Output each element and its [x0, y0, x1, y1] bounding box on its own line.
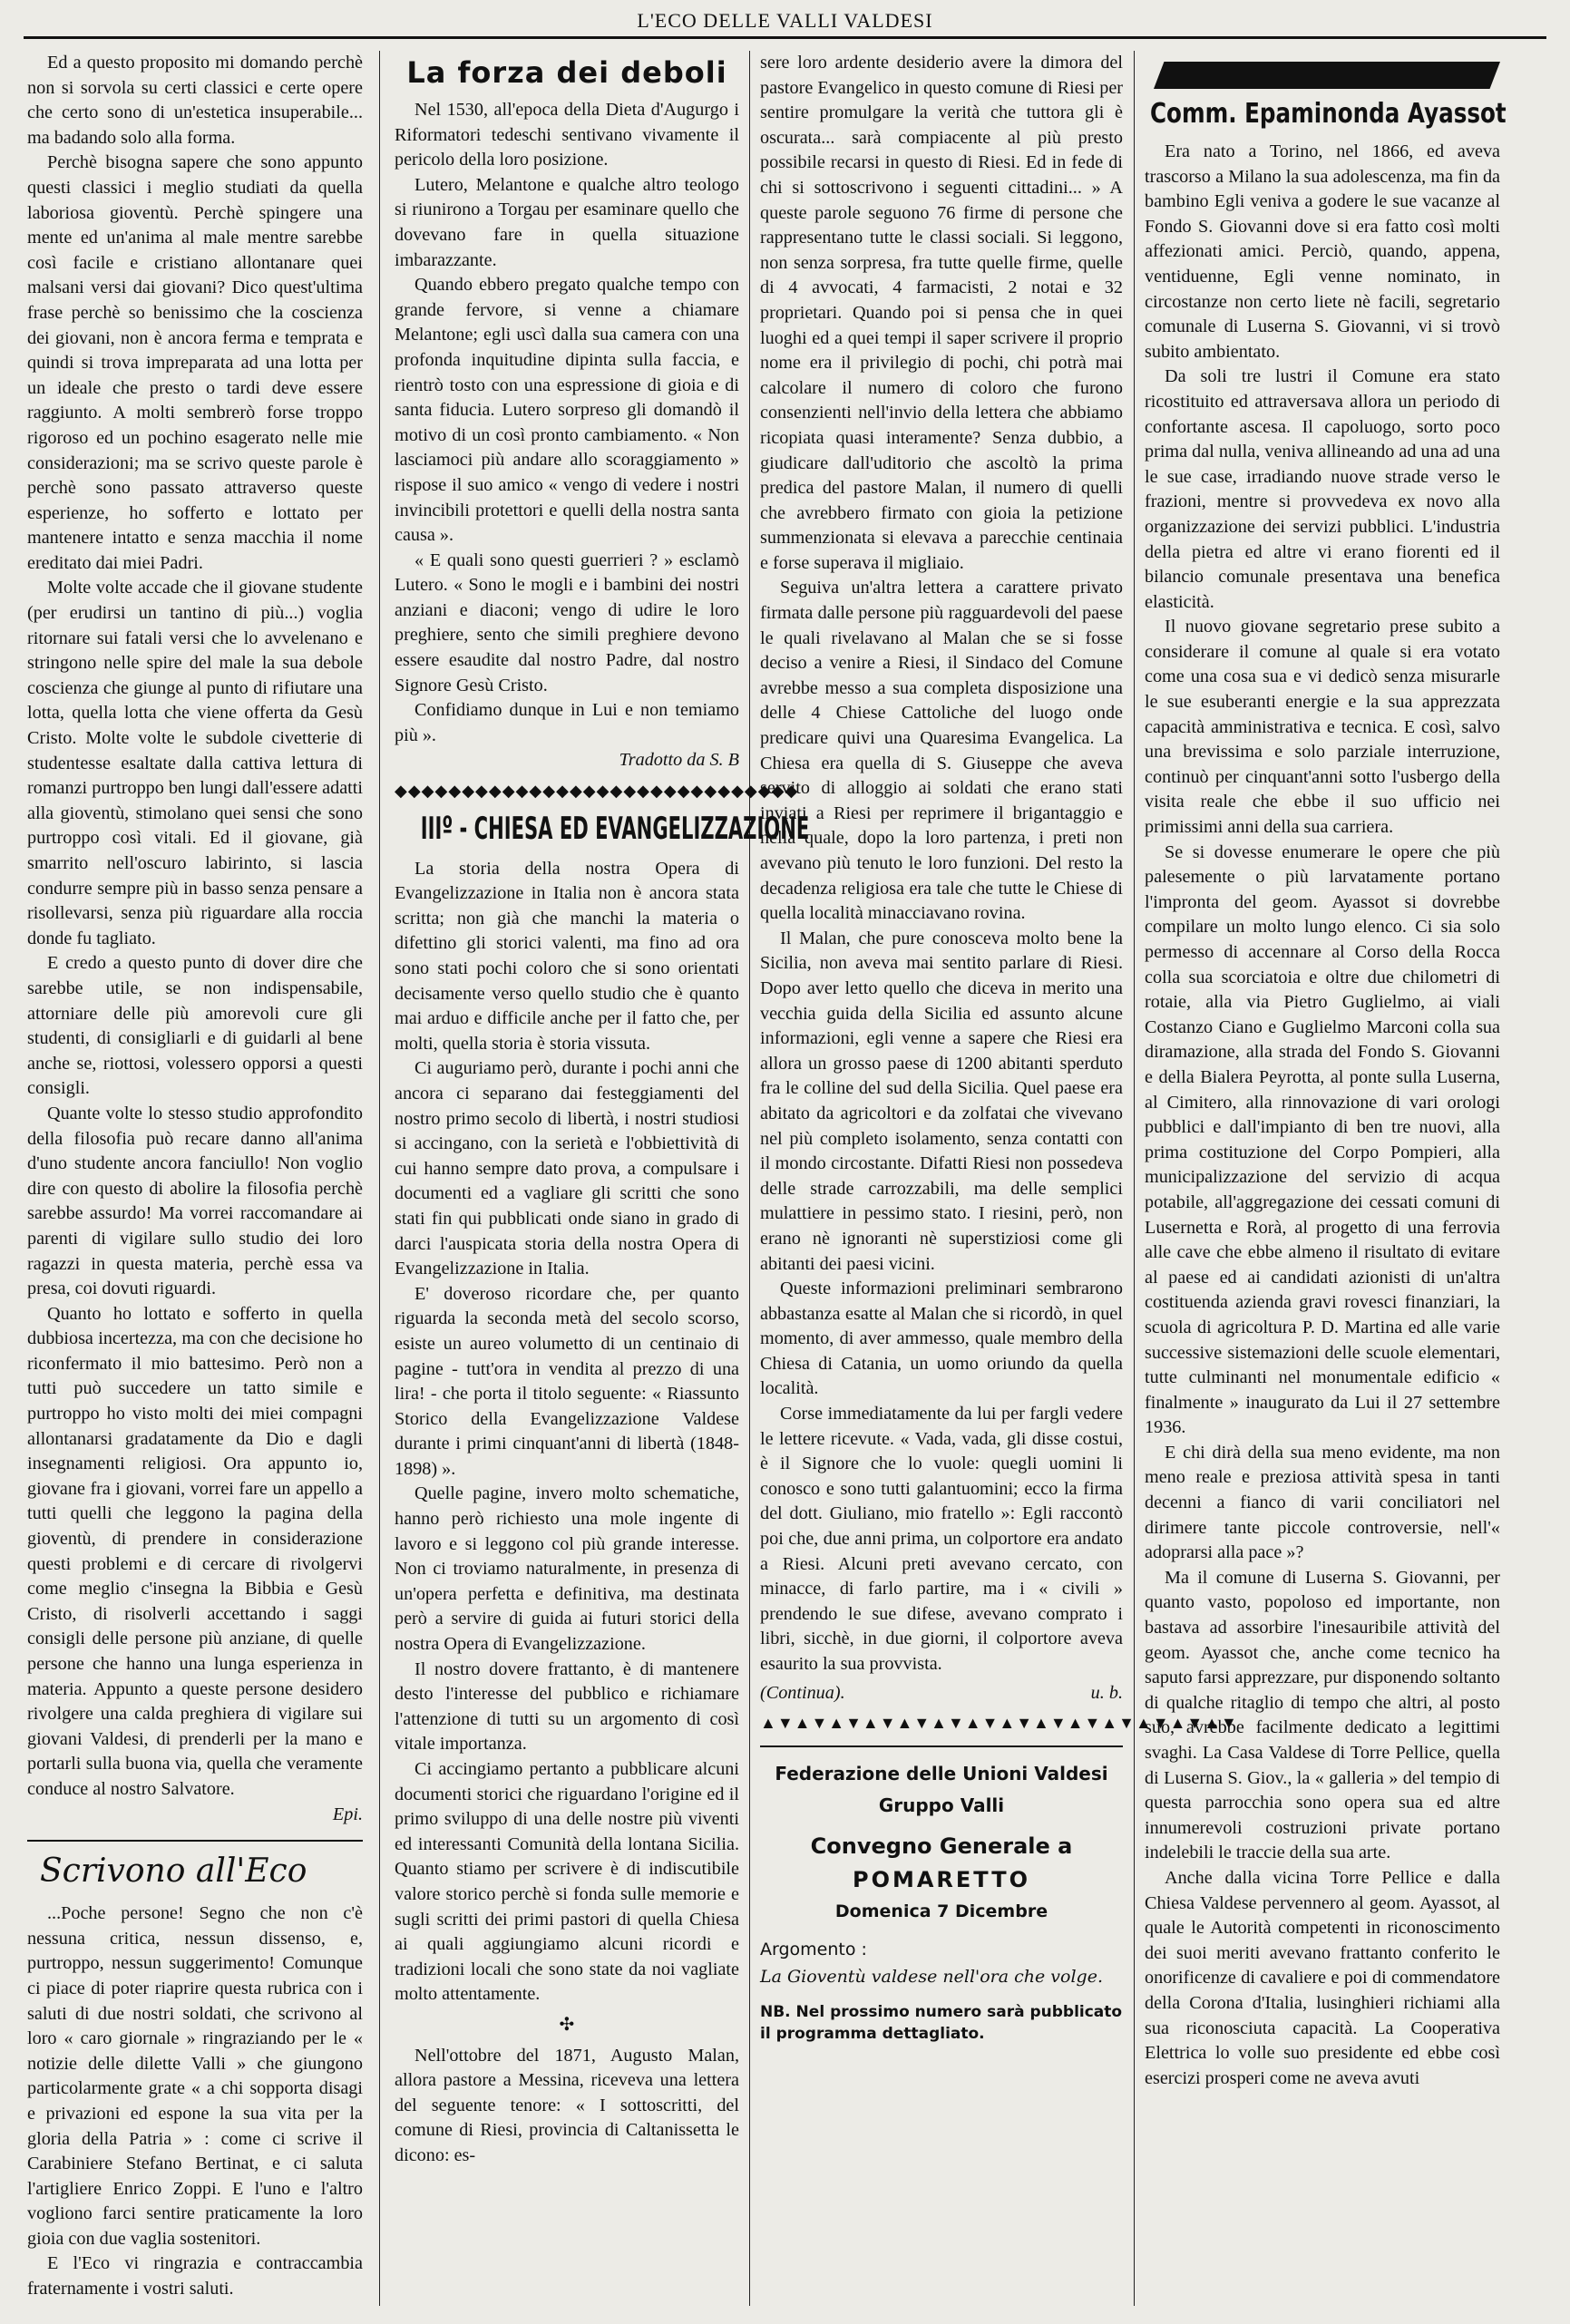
paragraph: Seguiva un'altra lettera a carattere privato firmata dalle persone più ragguardevoli del paese le quali rivelavano al Malan che se si fosse deciso a venire a Riesi, il Sindaco del Comune avrebbe messo a sua completa disposizione una delle 4 Chiese Cattoliche del luogo onde predicare quivi una Quaresima Evangelica. La Chiesa era quella di S. Giuseppe che aveva servito di alloggio ai soldati che erano stati inviati a Riesi per reprimere il brigantaggio e nella quale, dopo la loro partenza, i preti non avevano più tenuto le loro funzioni. Del resto la decadenza religiosa era tale che tutte le Chiese di quella località minacciavano rovina. — [760, 578, 1123, 924]
signature: Epi. — [332, 1804, 363, 1824]
paragraph: « E quali sono questi guerrieri ? » esclamò Lutero. « Sono le mogli e i bambini dei nostri anziani e diaconi; vengo di udire le loro preghiere, sento che simili preghiere devono essere esaudite dal nostro Padre, dal nostro Signore Gesù Cristo. — [395, 549, 739, 695]
author-initials: u. b. — [1090, 1682, 1123, 1703]
topic-label: Argomento : — [760, 1939, 867, 1959]
continua-label: (Continua). — [760, 1682, 845, 1703]
paragraph: Queste informazioni preliminari sembrarono abbastanza esatte al Malan che si ricordò, in quel momento, di aver ammesso, quale membro della Chiesa di Catania, un uomo oriundo da quella località. — [760, 1279, 1123, 1399]
paragraph: La storia della nostra Opera di Evangelizzazione in Italia non è ancora stata scritta; non già che manchi la materia o difettino gli storici valenti, ma fino ad ora sono stati pochi coloro che si sono orientati decisamente verso quello studio che è quanto mai arduo e difficile anche per il fatto che, per molti, quella storia è storia vissuta. — [395, 858, 739, 1054]
paragraph: ...Poche persone! Segno che non c'è nessuna critica, nessun dissenso, e, purtroppo, nessun suggerimento! Comunque ci piace di poter riaprire questa rubrica con i saluti di due nostri soldati, che scrivono al loro « caro giornale » ringraziando per le « notizie delle dilette Valli » che giungono particolarmente grate « a chi sopporta disagi e privazioni ed esponе la sua vita per la gloria della Patria » : come ci scrive il Carabiniere Stefano Bertinat, e ci saluta l'artigliere Enrico Zoppi. E l'uno e l'altro vogliono farci sentire praticamente la loro gioia con due vaglia sostenitori. — [27, 1903, 363, 2249]
paragraph: E l'Eco vi ringrazia e contraccambia fraternamente i vostri saluti. — [27, 2253, 363, 2300]
section-rule — [27, 1840, 363, 1842]
paragraph: Il nostro dovere frattanto, è di mantenere desto l'interesse del pubblico e richiamare l'attenzione di tutti su un argomento di così vitale importanza. — [395, 1658, 739, 1755]
paragraph: sere loro ardente desiderio avere la dimora del pastore Evangelico in questo comune di Riesi per sentire promulgare la verità che tuttora gli è oscurata... sarà compiacente al più presto possibile recarsi in questo di Riesi. Ed in fede di chi si sottoscrivono i seguenti cittadini... » A queste parole seguono 76 firme di persone che rappresentano tutte le classi sociali. Si leggono, non senza sorpresa, fra tutte quelle firme, quelle di 4 avvocati, 4 farmacisti, 2 notai e 32 proprietari. Quando poi si pensa che in quei luoghi ed a quei tempi il saper scrivere il proprio nome era il privilegio di pochi, chi potrà mai calcolare il numero di coloro che furono consenzienti nell'invio della lettera che abbiamo ricopiata quasi interamente? Senza dubbio, a giudicare dall'uditorio che ascoltò la prima predica del pastore Malan, il numero di quelli che avrebbero firmato con gioia la petizione summenzionata si elevava a parecchie centinaia e forse superava il migliaio. — [760, 53, 1123, 573]
paragraph: Molte volte accade che il giovane studente (per erudirsi un tantino di più...) voglia ritornare sui fatali versi che lo avvelenano e stringono nelle spire del male la sua debole coscienza che giunge al punto di rifiutare una lotta, quella lotta che viene offerta da Gesù Cristo. Molte volte le subdole civetterie di studentesse esaltate dalla cattiva lettura di romanzi purtroppo ben lungi dall'essere adatti alla gioventù, stimolano quei sensi che sono purtroppo così vitali. Ed il giovane, già smarrito nell'oscuro labirinto, si lascia condurre sempre più in basso senza pensare a risollevarsi, senza più riguardare alla roccia donde fu tagliato. — [27, 578, 363, 948]
convegno-heading: Convegno Generale a — [810, 1833, 1073, 1859]
column-1 — [27, 51, 363, 2309]
paragraph: Ma il comune di Luserna S. Giovanni, per quanto vasto, popoloso ed importante, non bastava ad assorbire l'inesauribile attività del geom. Ayassot che, anche come tecnico ha saputo farsi apprezzare, pur disponendo soltanto di qualche ritaglio di tempo che altri, al posto suo, avrebbe facilmente dedicato a legittimi svaghi. La Casa Valdese di Torre Pellice, quella di Luserna S. Giov., la « galleria » del tempio di questa parrocchia sono opera sua ed altre innumerevoli costruzioni private portano indelebili le traccie della sua arte. — [1145, 1567, 1500, 1863]
column-divider — [749, 51, 750, 2306]
location-name: POMARETTO — [852, 1866, 1031, 1892]
event-date: Domenica 7 Dicembre — [834, 1901, 1048, 1921]
continuation-line — [760, 1681, 1123, 1707]
paragraph: Quante volte lo stesso studio approfondito della filosofia può recare danno all'anima d'uno studente ancora fanciullo! Non voglio dire con questo di abolire la filosofia perchè sarebbe assurdo! Ma vorrei raccomandare ai parenti di vigilare sullo studio dei loro ragazzi in questa materia, perchè essa va presa, coi dovuti riguardi. — [27, 1103, 363, 1299]
paragraph: Nel 1530, all'epoca della Dieta d'Augurgo i Riformatori tedeschi sentivano vivamente il pericolo della loro posizione. — [395, 100, 739, 170]
nota-bene: NB. Nel prossimo numero sarà pubblicato il programma dettagliato. — [760, 2002, 1123, 2043]
paragraph: Da soli tre lustri il Comune era stato ricostituito ed attraversava allora un periodo di confortante ascesa. Il capoluogo, sorto poco prima dal nulla, veniva allineando ad una ad una le sue case, irradiando nuove strade verso le frazioni, mentre si provvedeva ex novo alla organizzazione dei servizi pubblici. L'industria della pietra ed altre vi erano fiorenti ed il bilancio comunale presentava una benefica elasticità. — [1145, 366, 1500, 612]
group-name: Gruppo Valli — [878, 1794, 1005, 1816]
triangle-ornament-rule: ▲▼▲▼▲▼▲▼▲▼▲▼▲▼▲▼▲▼▲▼▲▼▲▼▲▼▲▼ — [760, 1714, 1238, 1733]
section-title-scrivono: Scrivono all'Eco — [40, 1852, 307, 1891]
paragraph: E chi dirà della sua meno evidente, ma non meno reale e preziosa attività spesa in tanti decenni a fianco di varii conciliatori nel dirimere tante piccole controversie, nell'« adoprarsi alla pace »? — [1145, 1442, 1500, 1563]
article-title-forza: La forza dei deboli — [406, 55, 727, 90]
paragraph: E' doveroso ricordare che, per quanto riguarda la seconda metà del secolo scorso, esiste un aureo volumetto di un centinaio di pagine - tutt'ora in vendita al prezzo di una lira! - che porta il titolo seguente: « Riassunto Storico della Evangelizzazione Valdese durante i primi cinquant'anni di libertà (1848-1898) ». — [395, 1283, 739, 1479]
diamond-ornament-rule: ◆◆◆◆◆◆◆◆◆◆◆◆◆◆◆◆◆◆◆◆◆◆◆◆◆◆◆◆◆◆ — [395, 782, 799, 801]
black-banner-bar — [1154, 62, 1500, 89]
header-rule — [24, 36, 1546, 39]
paragraph: Corse immediatamente da lui per fargli vedere le lettere ricevute. « Vada, vada, gli disse costui, è il Signore che lo vuole: quegli uomini li conosco e sono tutti galantuomini; ecco la firma del dott. Giuliano, mio fratello »: Egli raccontò poi che, due anni prima, un colportore era andato a Riesi. Alcuni preti avevano cercato, con minacce, di farlo partire, ma i « civili » prendendo le sue difese, avevano comprato i libri, sicchè, in due giorni, il colportore aveva esaurito la sua provvista. — [760, 1404, 1123, 1674]
article-title-chiesa: IIIº - CHIESA ED EVANGELIZZAZIONE — [420, 810, 810, 847]
column-3 — [760, 51, 1238, 2309]
paragraph: Ci auguriamo però, durante i pochi anni che ancora ci separano dai festeggiamenti del nostro primo secolo di libertà, i nostri studiosi si accingano, con la serietà e l'obbiettività di cui hanno sempre dato prova, a compulsare i documenti ed a vagliare gli scritti che sono stati fin qui pubblicati onde siano in grado di darci l'auspicata storia della nostra Opera di Evangelizzazione in Italia. — [395, 1058, 739, 1279]
paragraph: Confidiamo dunque in Lui e non temiamo più ». — [395, 700, 739, 745]
paragraph: Il Malan, che pure conosceva molto bene la Sicilia, non aveva mai sentito parlare di Riesi. Dopo aver letto quello che diceva in merito una vecchia guida della Sicilia ed assunto alcune informazioni, egli venne a sapere che Riesi era allora un grosso paese di 1200 abitanti sperduto fra le colline del sud della Sicilia. Quel paese era abitato da agricoltori e da zolfatai che vivevano nel più completo isolamento, senza contatti con il mondo circostante. Difatti Riesi non possedeva delle strade carrozzabili, ma delle semplici mulattiere in pessimo stato. I riesini, però, non erano nè ignoranti nè superstiziosi come gli abitanti dei paesi vicini. — [760, 928, 1123, 1274]
paragraph: E credo a questo punto di dover dire che sarebbe utile, se non indispensabile, attorniare delle più amorevoli cure gli studenti, di consigliarli e di guidarli al bene anche se, riottosi, volessero opporsi a questi consigli. — [27, 953, 363, 1099]
column-divider — [1134, 51, 1135, 2306]
article-title-ayassot: Comm. Epaminonda Ayassot — [1150, 98, 1507, 130]
column-4 — [1145, 51, 1507, 2309]
cross-ornament-icon: ✣ — [559, 2014, 575, 2035]
column-divider — [379, 51, 380, 2306]
paragraph: Nell'ottobre del 1871, Augusto Malan, allora pastore a Messina, riceveva una lettera del seguente tenore: « I sottoscritti, del comune di Riesi, provincia di Caltanissetta le dicono: es- — [395, 2045, 739, 2165]
paragraph: Lutero, Melantone e qualche altro teologo si riunirono a Torgau per esaminare quello che dovevano fare in quella situazione imbarazzante. — [395, 174, 739, 270]
paragraph: Anche dalla vicina Torre Pellice e dalla Chiesa Valdese pervennero al geom. Ayassot, al quale le Autorità competenti in riconoscimento dei suoi meriti avevano frattanto conferito le onorificenze di cavaliere e poi di commendatore della Corona d'Italia, lusinghieri richiami alla sua riconosciuta capacità. La Cooperativa Elettrica lo volle suo presidente ed ebbe così esercizi prosperi come ne aveva avuti — [1145, 1867, 1500, 2088]
federation-name: Federazione delle Unioni Valdesi — [775, 1762, 1108, 1784]
paragraph: Ci accingiamo pertanto a pubblicare alcuni documenti storici che riguardano l'origine ed il primo sviluppo di una delle nostre più viventi ed interessanti Comunità della lontana Sicilia. Quanto stiamo per scrivere è di indiscutibile valore storico perchè si fonda sulle memorie e sugli scritti dei primi pastori di quella Chiesa ai quali aggiungiamo alcuni ricordi e tradizioni locali che sono state da noi vagliate molto attentamente. — [395, 1759, 739, 2005]
paragraph: Ed a questo proposito mi domando perchè non si sorvola su certi classici e certe opere che certo sono di un'estetica insuperabile... ma badando solo alla forma. — [27, 53, 363, 148]
paragraph: Era nato a Torino, nel 1866, ed aveva trascorso a Milano la sua adolescenza, ma fin da bambino Egli veniva a godere le sue vacanze al Fondo S. Giovanni dove si era fatto così molti affezionati amici. Perciò, quando, appena, ventiduenne, Egli venne nominato, in circostanze non certo liete nè facili, segretario comunale di Luserna S. Giovanni, vi si trovò subito ambientato. — [1145, 141, 1500, 362]
paragraph: Perchè bisogna sapere che sono appunto questi classici i meglio studiati da quella laboriosa gioventù. Perchè spingere una mente ed un'anima al male mentre sarebbe così facile e cristiano allontanare quei malsani versi dai giovani? Dico quest'ultima frase perchè so benissimo che la coscienza dei giovani, non è ancora ferma e temprata e quindi si trova impreparata ad una lotta per un ideale che presto o tardi deve essere raggiunto. A molti sembrerò forse troppo rigoroso ed un pochino esagerato nelle mie considerazioni; ma se scrivo queste parole è perchè sono passato attraverso queste esperienze, ho sofferto e lottato per mantenere intatto e senza macchia il nome ereditato dai miei Padri. — [27, 152, 363, 573]
paragraph: Quelle pagine, invero molto schematiche, hanno però richiesto una mole ingente di lavoro e si leggono col più grande interesse. Non ci troviamo naturalmente, in presenza di un'opera perfetta e definitiva, ma destinata però a servire di guida ai futuri storici della nostra Opera di Evangelizzazione. — [395, 1483, 739, 1655]
announcement-box — [760, 1745, 1123, 2045]
signature: Tradotto da S. B — [619, 750, 739, 771]
paragraph: Il nuovo giovane segretario prese subito a considerare il comune al quale si era votato come una cosa sua e vi dedicò senza misurarle le sue esuberanti energie e la sua apprezzata capacità amministrativa e tecnica. E così, salvo una brevissima e solo parziale interruzione, continuò per cinquant'anni sotto l'usbergo della visita reale che ebbe il suo ufficio nei primissimi anni della sua carriera. — [1145, 617, 1500, 838]
paragraph: Quanto ho lottato e sofferto in quella dubbiosa incertezza, ma con che decisione ho riconfermato il mio battesimo. Però non a tutti può succedere un tatto simile e purtroppo ho visto molti dei miei compagni allontanarsi gradatamente da Dio e dagli insegnamenti religiosi. Ora appunto io, giovane fra i giovani, vorrei fare un appello a tutti quelli che leggono la pagina della gioventù, di prendere in considerazione questi problemi e di cercare di rivolgervi come meglio c'insegna la Bibbia e Gesù Cristo, di risolverli accettando i saggi consigli delle persone più anziane, di quelle persone che hanno una lunga esperienza in materia. Appunto a queste persone desidero rivolgere una calda preghiera di vigilare sui giovani Valdesi, di prenderli per la mano e portarli sulla buona via, quella che veramente conduce al nostro Salvatore. — [27, 1303, 363, 1799]
running-title: L'ECO DELLE VALLI VALDESI — [637, 9, 933, 32]
topic-text: La Gioventù valdese nell'ora che volge. — [760, 1966, 1103, 1987]
paragraph: Se si dovesse enumerare le opere che più palesemente o più larvatamente portano l'impronta del geom. Ayassot si dovrebbe compilare un molto lungo elenco. Ci sia solo permesso di accennare al Corso della Rocca colla sua scorciatoia e oltre due chilometri di rotaie, alla via Pietro Guglielmo, ai viali Costanzo Ciano e Guglielmo Marconi colla sua diramazione, alla strada del Fondo S. Giovanni e della Bialera Peyrotta, al ponte sulla Luserna, al Cimitero, alla rinnovazione di vari orologi pubblici e dall'impianto di ben tre nuovi, alla prima costituzione del Corpo Pompieri, alla municipalizzazione del servizio di acqua potabile, all'aggregazione dei cessati comuni di Lusernetta e Rorà, al progetto di una ferrovia alle cave che ebbe almeno il risultato di evitare al paese ed ai candidati azionisti di un'altra costituenda azienda gravi rovesci finanziari, la scuola di agricoltura P. D. Martina ed alle varie successive sistemazioni delle scuole elementari, tutte culminanti nel monumentale edificio « finalmente » inaugurato da Lui il 27 settembre 1936. — [1145, 841, 1500, 1438]
paragraph: Quando ebbero pregato qualche tempo con grande fervore, si venne a chiamare Melantone; egli uscì dalla sua camera con una profonda inquitudine dipinta sulla faccia, e rientrò tosto con una espressione di gioia e di santa fiducia. Lutero sorpreso gli domandò il motivo di un così pronto cambiamento. « Non lasciamoci più andare allo scoraggiamento » rispose il suo amico « vengo di vedere i nostri invincibili protettori e quelli della nostra santa causa ». — [395, 275, 739, 546]
